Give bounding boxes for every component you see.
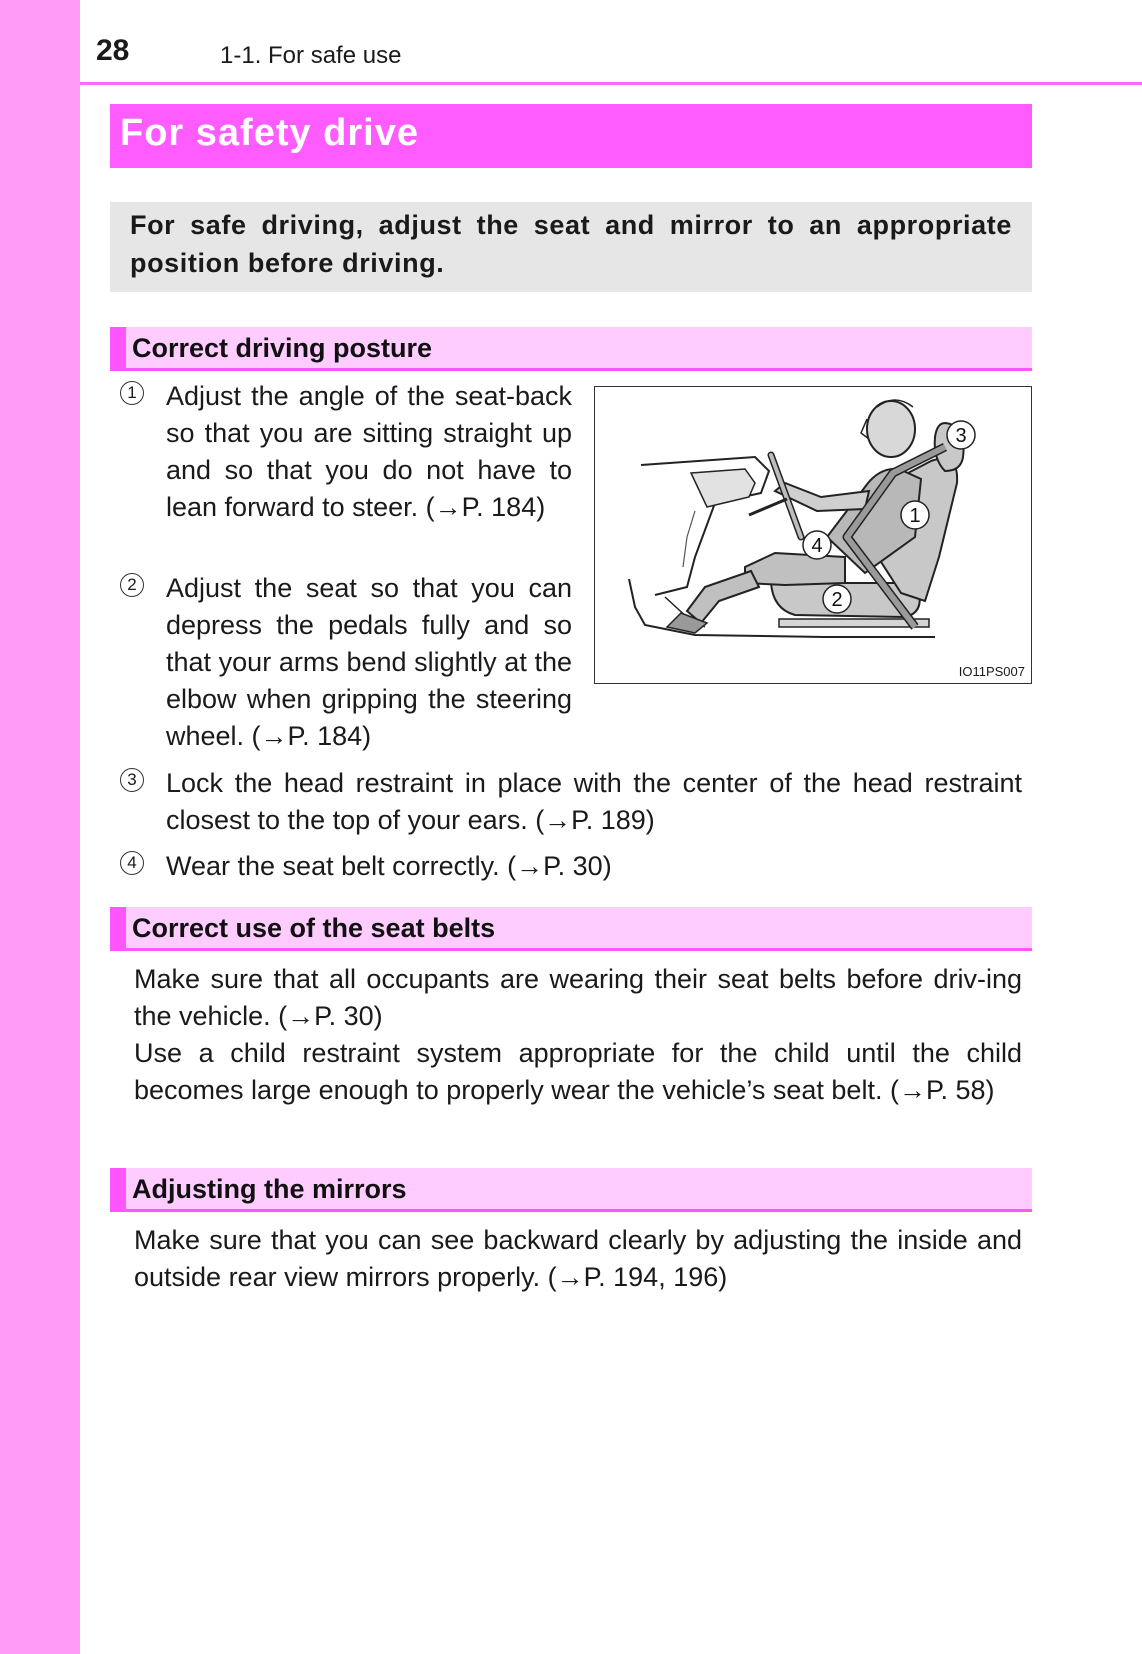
list-item xyxy=(120,570,572,755)
svg-text:4: 4 xyxy=(811,535,823,557)
callout-2 xyxy=(823,585,851,613)
page-title-bar xyxy=(110,104,1032,168)
list-item xyxy=(120,848,1022,885)
section-title: Correct driving posture xyxy=(132,333,433,363)
list-item-text: Wear the seat belt correctly. (→P. 30) xyxy=(166,851,612,881)
list-item-text: Adjust the angle of the seat-back so that you are sitting straight up and so that you do not have to lean forward to steer. (→P. 184) xyxy=(166,381,572,522)
circled-number: 4 xyxy=(120,851,144,875)
list-item-text: Lock the head restraint in place with the center of the head restraint closest to the top of your ears. (→P. 189) xyxy=(166,768,1022,835)
callout-4 xyxy=(803,531,831,559)
section-accent xyxy=(110,1168,126,1209)
illustration-svg xyxy=(595,387,1031,683)
intro-box xyxy=(110,202,1032,292)
circled-number: 2 xyxy=(120,573,144,597)
svg-text:2: 2 xyxy=(831,589,843,611)
section-accent xyxy=(110,327,126,368)
circled-number: 3 xyxy=(120,768,144,792)
running-header: 1-1. For safe use xyxy=(220,42,402,69)
list-item-text: Adjust the seat so that you can depress the pedals fully and so that your arms bend slightly at the elbow when gripping the steering wheel. (→P. 184) xyxy=(166,573,572,751)
paragraph: Make sure that you can see backward clearly by adjusting the inside and outside rear view mirrors properly. (→P. 194, 196) xyxy=(134,1225,1022,1292)
intro-text: For safe driving, adjust the seat and mirror to an appropriate position before driving. xyxy=(130,210,1012,278)
callout-1 xyxy=(901,501,929,529)
section-title: Adjusting the mirrors xyxy=(132,1174,407,1204)
driving-posture-illustration xyxy=(594,386,1032,684)
page-title: For safety drive xyxy=(120,112,419,154)
circled-number: 1 xyxy=(120,381,144,405)
section-accent xyxy=(110,907,126,948)
figure-id: IO11PS007 xyxy=(958,664,1025,679)
paragraph: Use a child restraint system appropriate for the child until the child becomes large enough to properly wear the vehicle’s seat belt. (→P. 58) xyxy=(134,1038,1022,1105)
left-margin-strip xyxy=(0,0,80,1654)
list-item xyxy=(120,378,572,563)
header-rule xyxy=(80,82,1142,85)
paragraph: Make sure that all occupants are wearing their seat belts before driv-ing the vehicle. (→P. 30) xyxy=(134,964,1022,1031)
section-heading-seat-belts xyxy=(110,907,1032,951)
list-item xyxy=(120,765,1022,839)
svg-text:1: 1 xyxy=(909,505,921,527)
page-number: 28 xyxy=(96,34,130,67)
section-heading-mirrors xyxy=(110,1168,1032,1212)
svg-text:3: 3 xyxy=(955,425,967,447)
section-title: Correct use of the seat belts xyxy=(132,913,496,943)
callout-3 xyxy=(947,421,975,449)
section-heading-driving-posture xyxy=(110,327,1032,371)
